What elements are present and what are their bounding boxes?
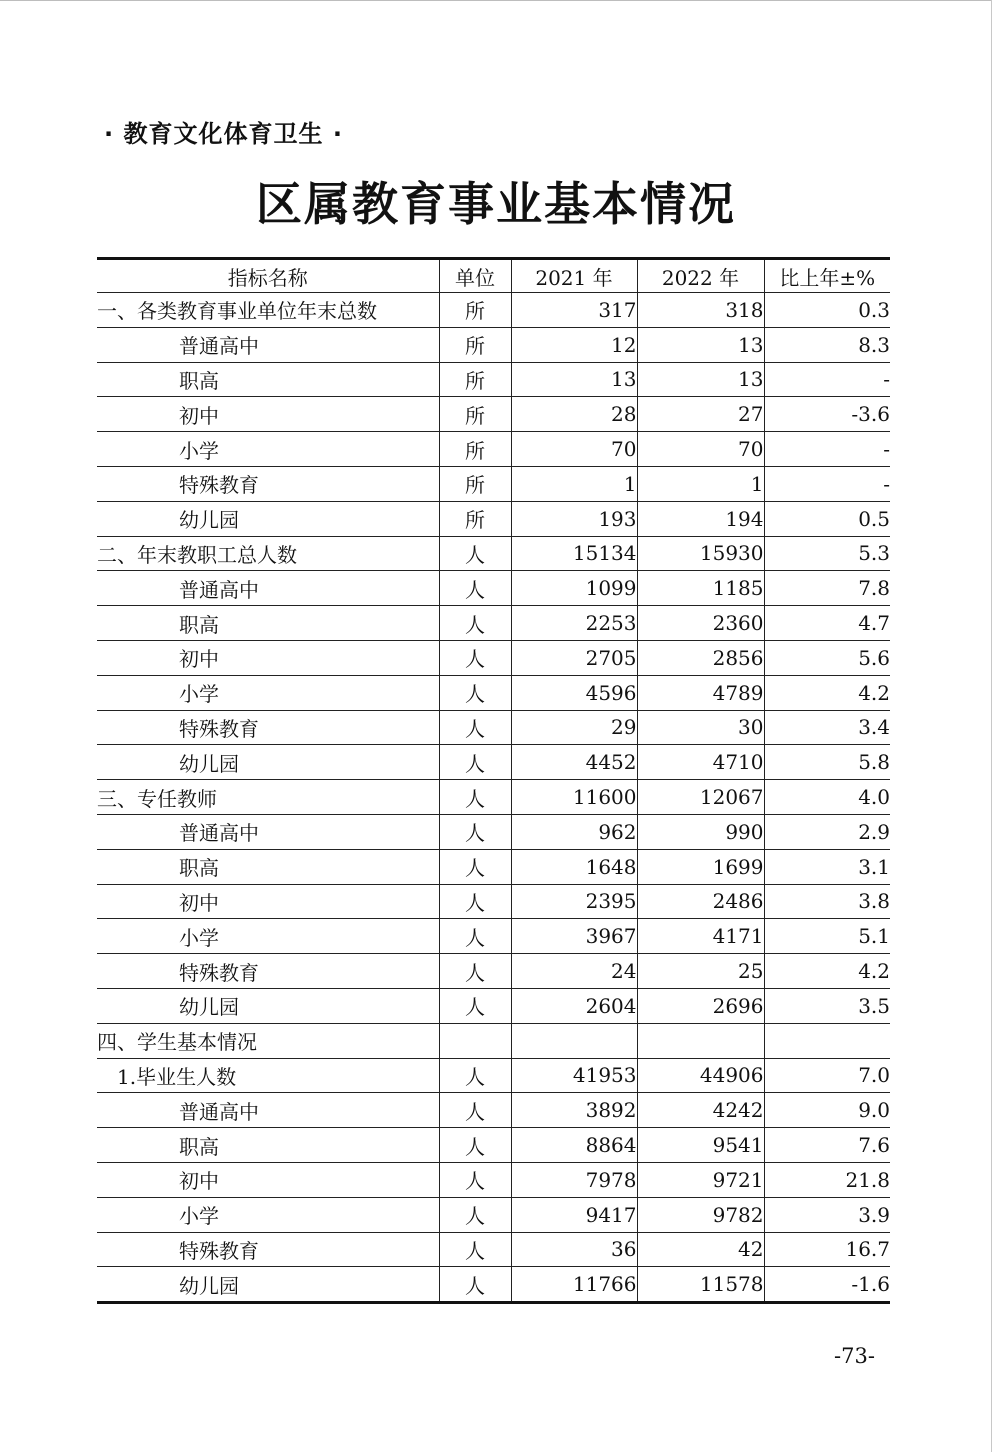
- change-percent-cell: 8.3: [764, 327, 890, 362]
- value-2021-cell: 4596: [511, 675, 637, 710]
- change-percent-cell: 5.8: [764, 745, 890, 780]
- value-2021-cell: 11600: [511, 780, 637, 815]
- table-row: [97, 1162, 890, 1197]
- value-2021-cell: 28: [511, 397, 637, 432]
- value-2022-cell: 13: [637, 327, 764, 362]
- table-row: [97, 397, 890, 432]
- header-year-2021: 2021 年: [511, 259, 637, 293]
- value-2021-cell: 11766: [511, 1267, 637, 1303]
- unit-cell: 人: [439, 1197, 511, 1232]
- table-body: [97, 293, 890, 1303]
- value-2022-cell: 44906: [637, 1058, 764, 1093]
- table-row: [97, 884, 890, 919]
- indicator-name-cell: 职高: [97, 606, 439, 641]
- value-2021-cell: 2705: [511, 640, 637, 675]
- header-change-percent: 比上年±%: [764, 259, 890, 293]
- change-percent-cell: 4.2: [764, 675, 890, 710]
- table-row: [97, 988, 890, 1023]
- indicator-name-cell: 小学: [97, 1197, 439, 1232]
- indicator-name-cell: 职高: [97, 849, 439, 884]
- value-2021-cell: 2253: [511, 606, 637, 641]
- indicator-name-cell: 三、专任教师: [97, 780, 439, 815]
- table-header-row: [97, 259, 890, 293]
- table-row: [97, 1058, 890, 1093]
- unit-cell: 所: [439, 501, 511, 536]
- table-row: [97, 571, 890, 606]
- indicator-name-cell: 幼儿园: [97, 501, 439, 536]
- change-percent-cell: 21.8: [764, 1162, 890, 1197]
- value-2022-cell: 42: [637, 1232, 764, 1267]
- table-row: [97, 640, 890, 675]
- unit-cell: 人: [439, 606, 511, 641]
- change-percent-cell: 3.5: [764, 988, 890, 1023]
- value-2022-cell: 318: [637, 293, 764, 328]
- value-2022-cell: 15930: [637, 536, 764, 571]
- unit-cell: 人: [439, 1128, 511, 1163]
- indicator-name-cell: 幼儿园: [97, 745, 439, 780]
- change-percent-cell: 5.1: [764, 919, 890, 954]
- value-2022-cell: 25: [637, 954, 764, 989]
- value-2021-cell: 41953: [511, 1058, 637, 1093]
- indicator-name-cell: 特殊教育: [97, 954, 439, 989]
- value-2021-cell: 1099: [511, 571, 637, 606]
- table-row: [97, 745, 890, 780]
- unit-cell: 所: [439, 362, 511, 397]
- table-row: [97, 780, 890, 815]
- change-percent-cell: 7.0: [764, 1058, 890, 1093]
- value-2022-cell: 70: [637, 432, 764, 467]
- value-2021-cell: 3892: [511, 1093, 637, 1128]
- table-row: [97, 293, 890, 328]
- value-2022-cell: 9541: [637, 1128, 764, 1163]
- page-border-top: [0, 0, 992, 1]
- unit-cell: 所: [439, 432, 511, 467]
- change-percent-cell: 9.0: [764, 1093, 890, 1128]
- table-row: [97, 466, 890, 501]
- value-2021-cell: 1648: [511, 849, 637, 884]
- table-row: [97, 1023, 890, 1058]
- unit-cell: 人: [439, 710, 511, 745]
- table-row: [97, 675, 890, 710]
- value-2022-cell: 4789: [637, 675, 764, 710]
- value-2021-cell: 15134: [511, 536, 637, 571]
- unit-cell: 人: [439, 1058, 511, 1093]
- value-2022-cell: 4242: [637, 1093, 764, 1128]
- change-percent-cell: 3.4: [764, 710, 890, 745]
- change-percent-cell: 5.3: [764, 536, 890, 571]
- unit-cell: 人: [439, 780, 511, 815]
- unit-cell: 人: [439, 745, 511, 780]
- value-2021-cell: 1: [511, 466, 637, 501]
- indicator-name-cell: 幼儿园: [97, 1267, 439, 1303]
- change-percent-cell: 0.5: [764, 501, 890, 536]
- table-row: [97, 1128, 890, 1163]
- unit-cell: 所: [439, 466, 511, 501]
- header-unit: 单位: [439, 259, 511, 293]
- table-row: [97, 606, 890, 641]
- change-percent-cell: 7.8: [764, 571, 890, 606]
- value-2022-cell: 4171: [637, 919, 764, 954]
- unit-cell: 人: [439, 536, 511, 571]
- indicator-name-cell: 特殊教育: [97, 710, 439, 745]
- change-percent-cell: 16.7: [764, 1232, 890, 1267]
- change-percent-cell: 4.7: [764, 606, 890, 641]
- indicator-name-cell: 一、各类教育事业单位年末总数: [97, 293, 439, 328]
- change-percent-cell: 0.3: [764, 293, 890, 328]
- indicator-name-cell: 四、学生基本情况: [97, 1023, 439, 1058]
- indicator-name-cell: 初中: [97, 397, 439, 432]
- value-2022-cell: [637, 1023, 764, 1058]
- page-title: 区属教育事业基本情况: [256, 177, 736, 231]
- unit-cell: 所: [439, 327, 511, 362]
- indicator-name-cell: 小学: [97, 432, 439, 467]
- change-percent-cell: -: [764, 466, 890, 501]
- unit-cell: 人: [439, 640, 511, 675]
- unit-cell: 人: [439, 954, 511, 989]
- value-2022-cell: 990: [637, 814, 764, 849]
- value-2021-cell: 962: [511, 814, 637, 849]
- change-percent-cell: -: [764, 362, 890, 397]
- unit-cell: 人: [439, 675, 511, 710]
- value-2021-cell: 4452: [511, 745, 637, 780]
- table-row: [97, 1197, 890, 1232]
- value-2022-cell: 2486: [637, 884, 764, 919]
- value-2021-cell: 193: [511, 501, 637, 536]
- indicator-name-cell: 小学: [97, 919, 439, 954]
- change-percent-cell: -: [764, 432, 890, 467]
- value-2022-cell: 2696: [637, 988, 764, 1023]
- table-row: [97, 362, 890, 397]
- unit-cell: 人: [439, 1232, 511, 1267]
- value-2021-cell: [511, 1023, 637, 1058]
- value-2021-cell: 9417: [511, 1197, 637, 1232]
- value-2022-cell: 4710: [637, 745, 764, 780]
- indicator-name-cell: 普通高中: [97, 1093, 439, 1128]
- indicator-name-cell: 小学: [97, 675, 439, 710]
- value-2021-cell: 13: [511, 362, 637, 397]
- change-percent-cell: -1.6: [851, 1272, 890, 1297]
- value-2022-cell: 2360: [637, 606, 764, 641]
- section-header: · 教育文化体育卫生 ·: [104, 120, 343, 148]
- indicator-name-cell: 特殊教育: [97, 466, 439, 501]
- unit-cell: 人: [439, 884, 511, 919]
- value-2022-cell: 11578: [637, 1267, 764, 1303]
- table-row: [97, 919, 890, 954]
- indicator-name-cell: 初中: [97, 640, 439, 675]
- value-2021-cell: 36: [511, 1232, 637, 1267]
- table-row: [97, 1267, 890, 1303]
- header-year-2022: 2022 年: [637, 259, 764, 293]
- indicator-name-cell: 初中: [97, 884, 439, 919]
- table-row: [97, 1093, 890, 1128]
- value-2022-cell: 2856: [637, 640, 764, 675]
- unit-cell: 人: [439, 571, 511, 606]
- unit-cell: 所: [439, 397, 511, 432]
- value-2022-cell: 1: [637, 466, 764, 501]
- unit-cell: 人: [439, 814, 511, 849]
- value-2022-cell: 12067: [637, 780, 764, 815]
- table-row: [97, 536, 890, 571]
- indicator-name-cell: 职高: [97, 362, 439, 397]
- change-percent-cell: 3.9: [764, 1197, 890, 1232]
- value-2022-cell: 9782: [637, 1197, 764, 1232]
- indicator-name-cell: 普通高中: [97, 814, 439, 849]
- unit-cell: 人: [439, 849, 511, 884]
- value-2022-cell: 194: [637, 501, 764, 536]
- table-row: [97, 432, 890, 467]
- unit-cell: 人: [439, 1162, 511, 1197]
- indicator-name-cell: 1.毕业生人数: [97, 1058, 439, 1093]
- table-row: [97, 814, 890, 849]
- unit-cell: 人: [439, 1093, 511, 1128]
- value-2021-cell: 70: [511, 432, 637, 467]
- value-2021-cell: 2604: [511, 988, 637, 1023]
- value-2022-cell: 27: [637, 397, 764, 432]
- table-row: [97, 327, 890, 362]
- table-row: [97, 501, 890, 536]
- indicator-name-cell: 初中: [97, 1162, 439, 1197]
- value-2022-cell: 13: [637, 362, 764, 397]
- page-number: -73-: [834, 1344, 875, 1368]
- table-row: [97, 1232, 890, 1267]
- change-percent-cell: 3.8: [764, 884, 890, 919]
- change-percent-cell: 4.0: [764, 780, 890, 815]
- unit-cell: 人: [439, 1267, 511, 1303]
- header-indicator-name: 指标名称: [97, 259, 439, 293]
- value-2021-cell: 7978: [511, 1162, 637, 1197]
- change-percent-cell: 7.6: [764, 1128, 890, 1163]
- value-2022-cell: 30: [637, 710, 764, 745]
- table-row: [97, 710, 890, 745]
- value-2021-cell: 12: [511, 327, 637, 362]
- unit-cell: 所: [439, 293, 511, 328]
- unit-cell: [439, 1023, 511, 1058]
- value-2021-cell: 317: [511, 293, 637, 328]
- unit-cell: 人: [439, 988, 511, 1023]
- value-2022-cell: 9721: [637, 1162, 764, 1197]
- value-2022-cell: 1185: [637, 571, 764, 606]
- change-percent-cell: 5.6: [764, 640, 890, 675]
- unit-cell: 人: [439, 919, 511, 954]
- value-2021-cell: 2395: [511, 884, 637, 919]
- value-2021-cell: 24: [511, 954, 637, 989]
- indicator-name-cell: 普通高中: [97, 327, 439, 362]
- education-statistics-table: [97, 257, 890, 1304]
- change-percent-cell: 3.1: [764, 849, 890, 884]
- table-row: [97, 954, 890, 989]
- change-percent-cell: 4.2: [764, 954, 890, 989]
- indicator-name-cell: 职高: [97, 1128, 439, 1163]
- change-percent-cell: 2.9: [764, 814, 890, 849]
- indicator-name-cell: 特殊教育: [97, 1232, 439, 1267]
- indicator-name-cell: 二、年末教职工总人数: [97, 536, 439, 571]
- value-2022-cell: 1699: [637, 849, 764, 884]
- change-percent-cell: [764, 1023, 890, 1058]
- change-percent-cell: -3.6: [764, 397, 890, 432]
- value-2021-cell: 3967: [511, 919, 637, 954]
- table-row: [97, 849, 890, 884]
- value-2021-cell: 8864: [511, 1128, 637, 1163]
- indicator-name-cell: 幼儿园: [97, 988, 439, 1023]
- indicator-name-cell: 普通高中: [97, 571, 439, 606]
- value-2021-cell: 29: [511, 710, 637, 745]
